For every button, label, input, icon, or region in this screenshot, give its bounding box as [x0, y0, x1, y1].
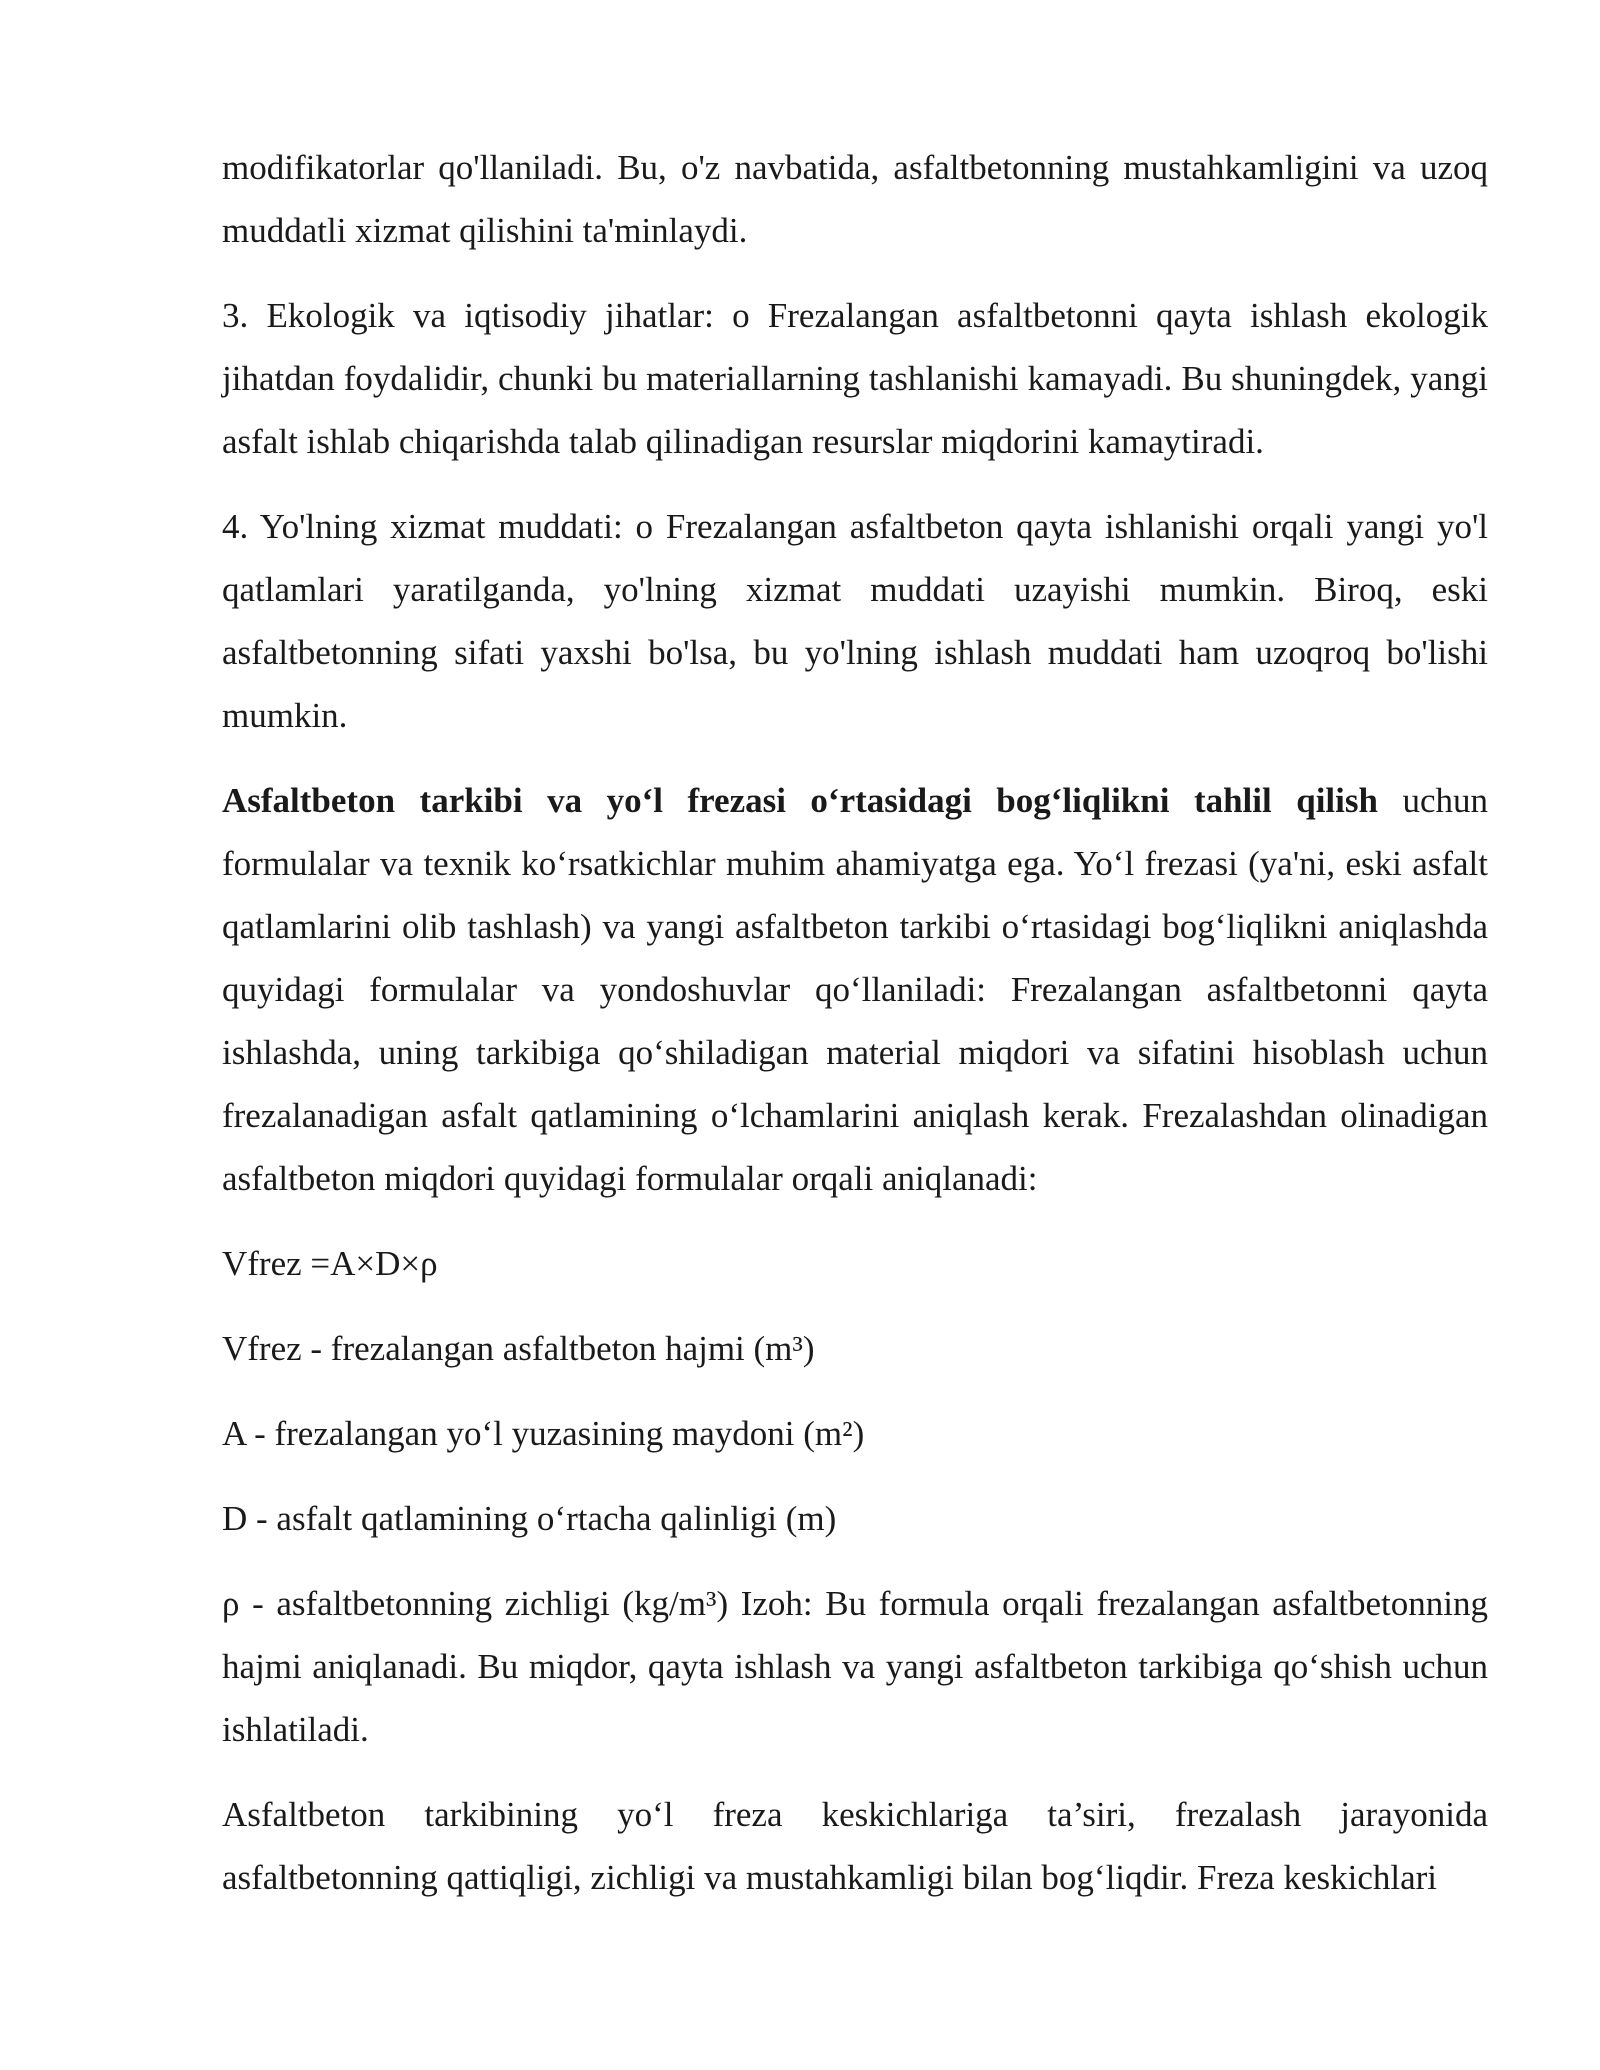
analysis-heading-bold: Asfaltbeton tarkibi va yo‘l frezasi o‘rtasidagi bog‘liqlikni tahlil qilish [222, 781, 1378, 820]
paragraph-service-life: 4. Yo'lning xizmat muddati: o Frezalangan asfaltbeton qayta ishlanishi orqali yangi yo'l qatlamlari yaratilganda, yo'lning xizmat muddati uzayishi mumkin. Biroq, eski asfaltbetonning sifati yaxshi bo'lsa, bu yo'lning ishlash muddati ham uzoqroq bo'lishi mumkin. [222, 507, 1488, 735]
definition-vfrez: Vfrez - frezalangan asfaltbeton hajmi (m³) [222, 1329, 815, 1368]
paragraph-analysis [222, 769, 1488, 1210]
paragraph-ecological-aspects: 3. Ekologik va iqtisodiy jihatlar: o Frezalangan asfaltbetonni qayta ishlash ekologik jihatdan foydalidir, chunki bu materiallarning tashlanishi kamayadi. Bu shuningdek, yangi asfalt ishlab chiqarishda talab qilinadigan resurslar miqdorini kamaytiradi. [222, 296, 1488, 461]
paragraph-cutter-influence: Asfaltbeton tarkibining yo‘l freza keskichlariga ta’siri, frezalash jarayonida asfaltbetonning qattiqligi, zichligi va mustahkamligi bilan bog‘liqdir. Freza keskichlari [222, 1795, 1488, 1897]
document-page [222, 136, 1488, 1931]
paragraph-modifiers: modifikatorlar qo'llaniladi. Bu, o'z navbatida, asfaltbetonning mustahkamligini va uzoq muddatli xizmat qilishini ta'minlaydi. [222, 148, 1488, 250]
formula-line: Vfrez =A×D×ρ [222, 1244, 438, 1283]
definition-density: ρ - asfaltbetonning zichligi (kg/m³) Izoh: Bu formula orqali frezalangan asfaltbetonning hajmi aniqlanadi. Bu miqdor, qayta ishlash va yangi asfaltbeton tarkibiga qo‘shish uchun ishlatiladi. [222, 1584, 1488, 1749]
analysis-body-text: uchun formulalar va texnik ko‘rsatkichlar muhim ahamiyatga ega. Yo‘l frezasi (ya'ni, eski asfalt qatlamlarini olib tashlash) va yangi asfaltbeton tarkibi o‘rtasidagi bog‘liqlikni aniqlashda quyidagi formulalar va yondoshuvlar qo‘llaniladi: Frezalangan asfaltbetonni qayta ishlashda, uning tarkibiga qo‘shiladigan material miqdori va sifatini hisoblash uchun frezalanadigan asfalt qatlamining o‘lchamlarini aniqlash kerak. Frezalashdan olinadigan asfaltbeton miqdori quyidagi formulalar orqali aniqlanadi: [222, 781, 1488, 1198]
definition-area: A - frezalangan yo‘l yuzasining maydoni (m²) [222, 1414, 865, 1453]
definition-thickness: D - asfalt qatlamining o‘rtacha qalinligi (m) [222, 1499, 837, 1538]
